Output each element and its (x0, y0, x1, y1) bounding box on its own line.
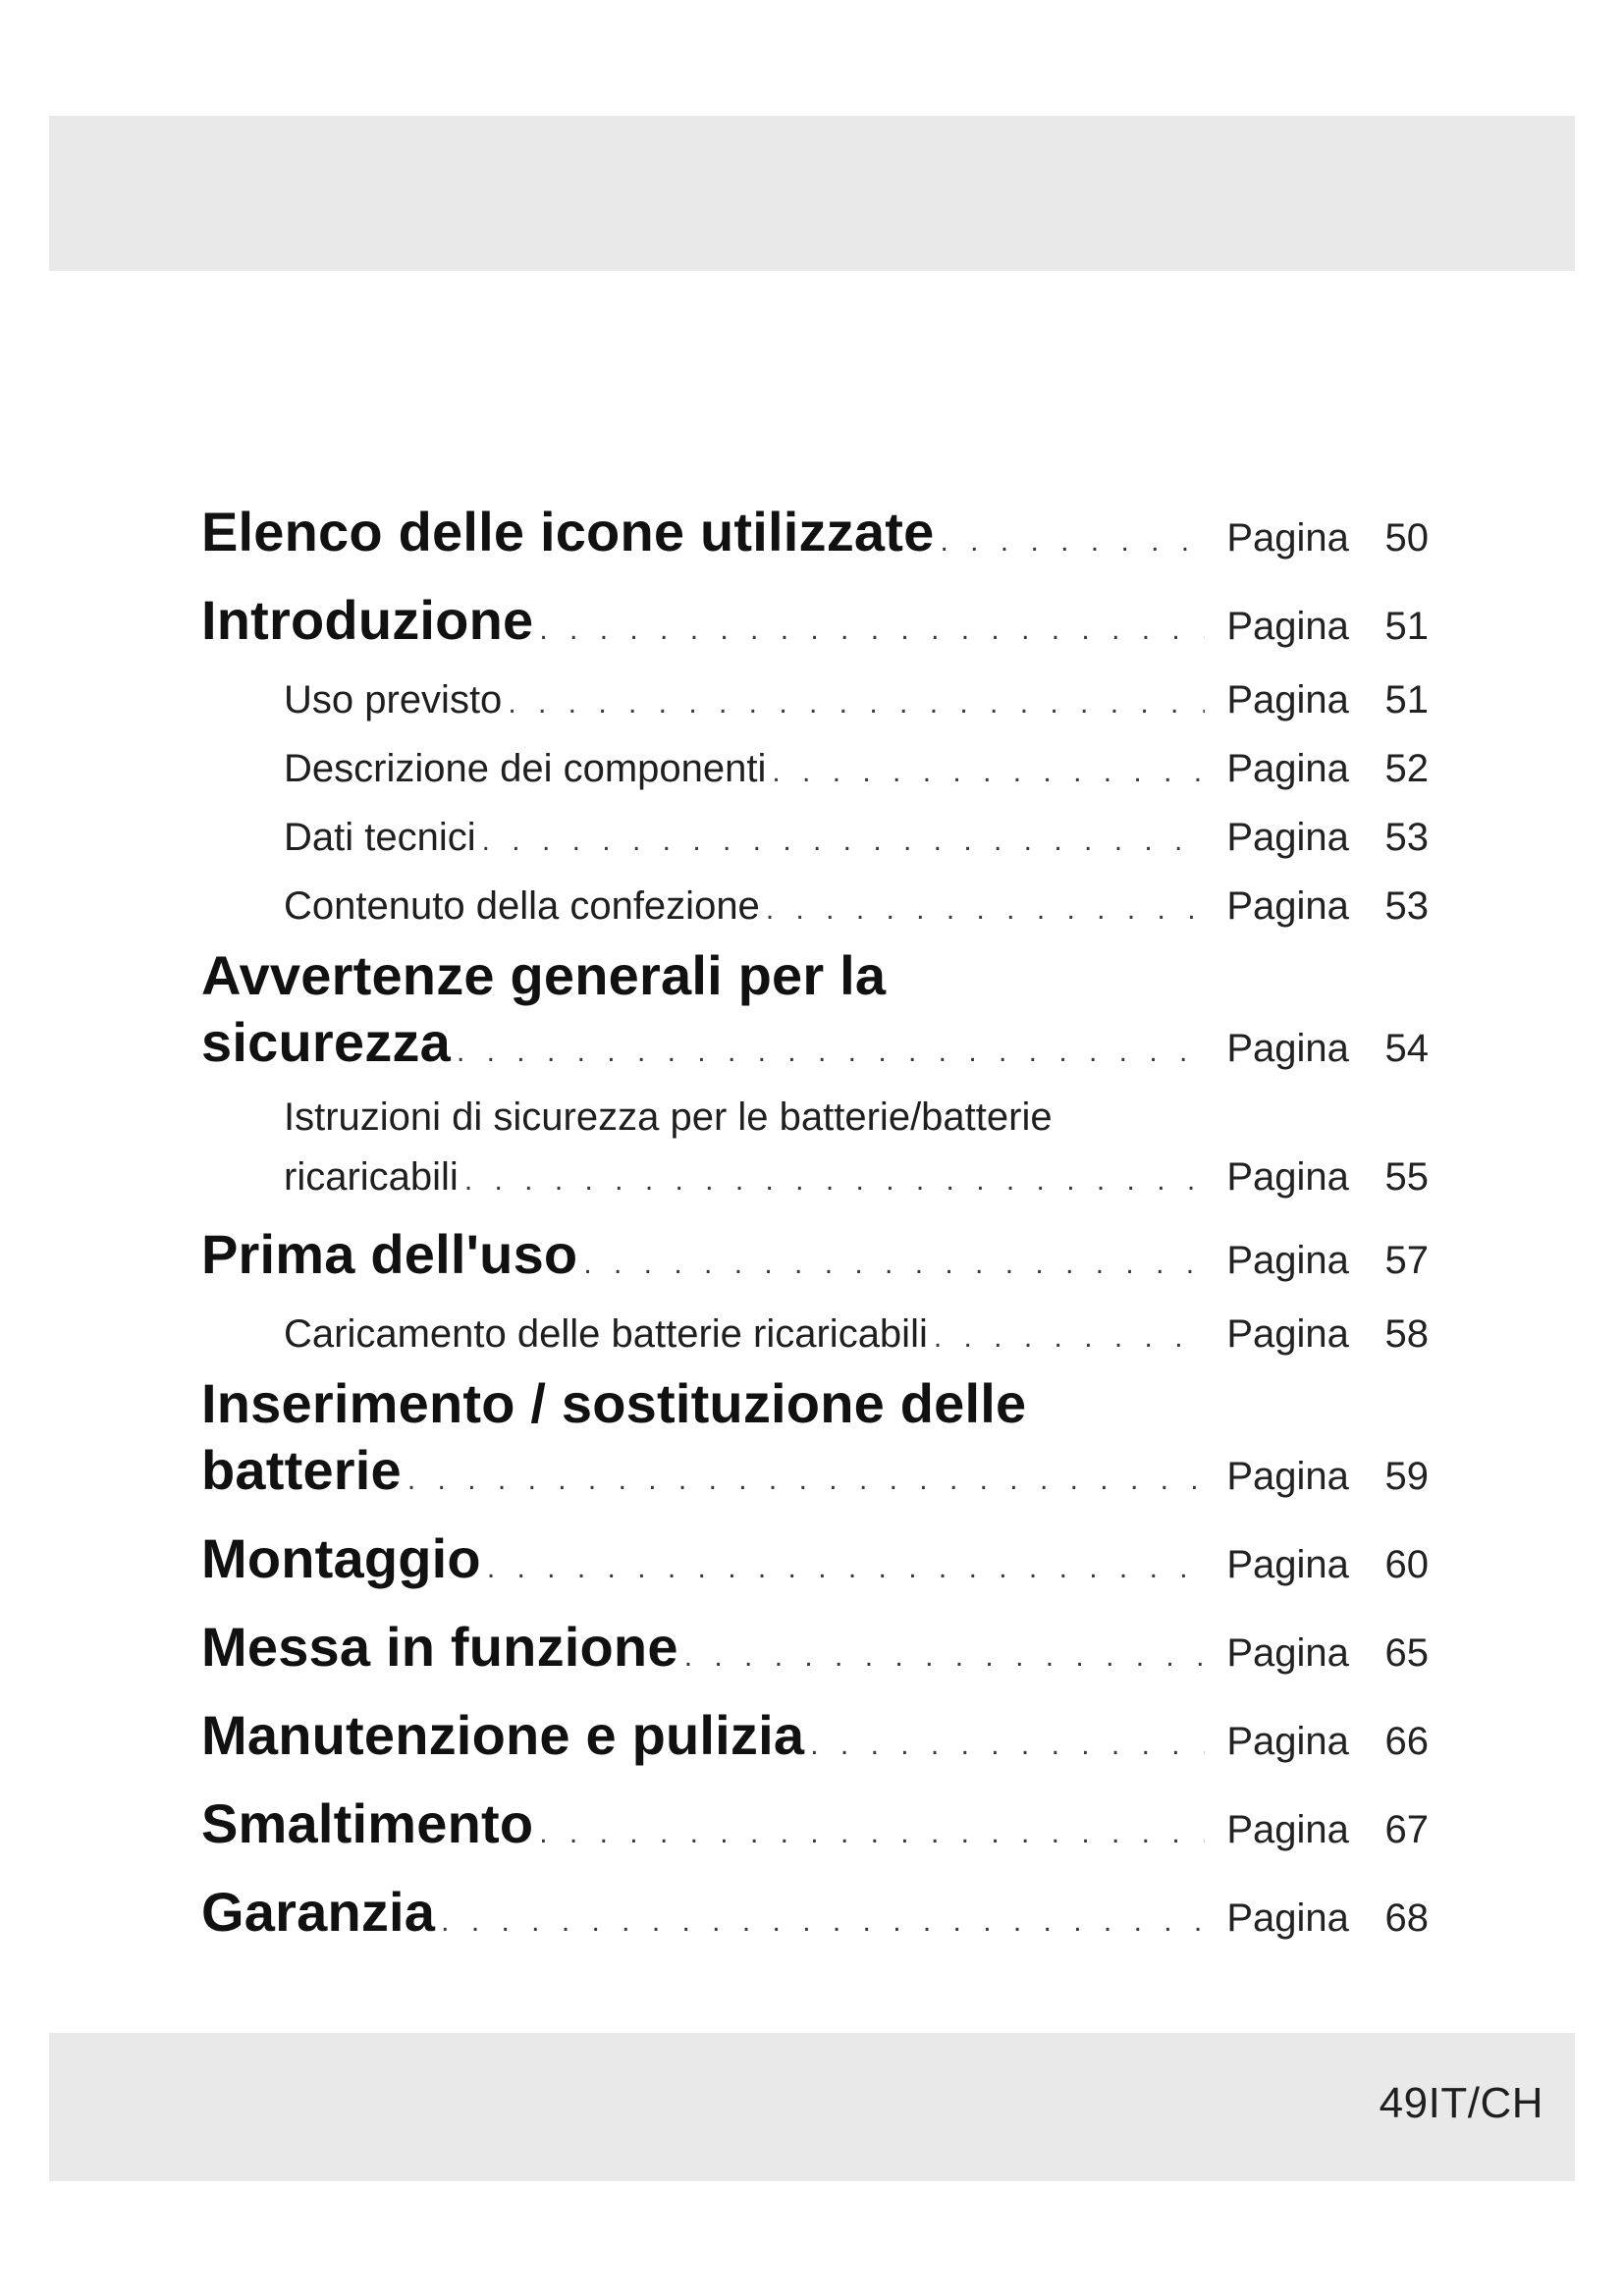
toc-entry-page (1215, 1704, 1429, 1779)
toc-leader-dots (583, 1227, 1205, 1302)
toc-entry-title: batterie (201, 1439, 402, 1501)
toc-entry[interactable] (201, 1698, 1429, 1783)
toc-leader-dots (539, 593, 1205, 667)
page-number: 67 (1384, 1808, 1429, 1851)
toc-entry-title-lead: Istruzioni di sicurezza per le batterie/batterie (284, 1095, 1053, 1139)
toc-entry-title: Prima dell'uso (201, 1223, 578, 1285)
toc-leader-dots (934, 1305, 1205, 1370)
footer-page-label: 49IT/CH (1379, 2079, 1543, 2127)
page-word: Pagina (1226, 1896, 1349, 1940)
toc-entry-page (1215, 1616, 1429, 1690)
toc-entry-page (1215, 501, 1429, 575)
page-number: 51 (1384, 605, 1429, 648)
toc-entry-title: Manutenzione e pulizia (201, 1704, 805, 1766)
toc-entry-title-lead: Avvertenze generali per la (201, 944, 887, 1006)
page-word: Pagina (1226, 1543, 1349, 1586)
page-number: 60 (1384, 1543, 1429, 1586)
toc-entry-page (1215, 1302, 1429, 1367)
toc-entry-page (1215, 1881, 1429, 1955)
page-number: 50 (1384, 516, 1429, 560)
toc-leader-dots (810, 1708, 1205, 1783)
toc-leader-dots (684, 1620, 1205, 1694)
toc-entry[interactable] (201, 1522, 1429, 1606)
page-word: Pagina (1226, 1027, 1349, 1070)
toc-leader-dots (457, 1015, 1205, 1090)
toc-entry-title: Messa in funzione (201, 1616, 678, 1678)
page-number: 55 (1384, 1155, 1429, 1199)
page-word: Pagina (1226, 1720, 1349, 1763)
page-number: 58 (1384, 1312, 1429, 1356)
toc-entry-title: Uso previsto (284, 678, 503, 721)
toc-leader-dots (539, 1796, 1205, 1871)
page-word: Pagina (1226, 1808, 1349, 1851)
toc-entry-page (1215, 589, 1429, 664)
toc-entry-title: Elenco delle icone utilizzate (201, 501, 935, 562)
toc-entry-page (1215, 1439, 1429, 1514)
toc-entry[interactable] (201, 805, 1429, 874)
toc-leader-dots (407, 1443, 1205, 1518)
page-word: Pagina (1226, 884, 1349, 928)
header-band (49, 116, 1575, 271)
toc-leader-dots (487, 1531, 1205, 1606)
page-word: Pagina (1226, 816, 1349, 859)
page-word: Pagina (1226, 516, 1349, 560)
page-number: 53 (1384, 816, 1429, 859)
toc-entry-page (1215, 874, 1429, 939)
page-word: Pagina (1226, 605, 1349, 648)
page-word: Pagina (1226, 1239, 1349, 1282)
toc-entry[interactable] (201, 495, 1429, 579)
page-number: 57 (1384, 1239, 1429, 1282)
toc-entry-page (1215, 805, 1429, 871)
toc-entry-page (1215, 736, 1429, 802)
page-word: Pagina (1226, 1155, 1349, 1199)
toc-leader-dots (766, 877, 1205, 942)
toc-entry[interactable] (201, 736, 1429, 805)
toc-entry-title: ricaricabili (284, 1155, 459, 1199)
toc-leader-dots (441, 1885, 1205, 1959)
toc-entry[interactable] (201, 1787, 1429, 1871)
page-word: Pagina (1226, 1455, 1349, 1498)
toc-entry-page (1215, 1527, 1429, 1602)
toc-entry[interactable] (201, 1090, 1429, 1213)
page-number: 65 (1384, 1631, 1429, 1675)
toc-entry-title: Introduzione (201, 589, 534, 651)
page-number: 59 (1384, 1455, 1429, 1498)
page-number: 54 (1384, 1027, 1429, 1070)
toc-entry[interactable] (201, 1610, 1429, 1694)
toc-entry-title: Dati tecnici (284, 816, 476, 859)
page-number: 52 (1384, 747, 1429, 790)
page-number: 68 (1384, 1896, 1429, 1940)
toc-leader-dots (772, 739, 1205, 805)
page-word: Pagina (1226, 747, 1349, 790)
toc-entry-title: Contenuto della confezione (284, 884, 760, 928)
toc-entry[interactable] (201, 1374, 1429, 1518)
toc-entry-title: sicurezza (201, 1011, 451, 1073)
footer-band (49, 2033, 1575, 2181)
toc-entry[interactable] (201, 1217, 1429, 1302)
toc-entry-title: Caricamento delle batterie ricaricabili (284, 1312, 928, 1356)
toc-entry-page (1215, 1011, 1429, 1086)
toc-entry-title: Montaggio (201, 1527, 481, 1589)
toc-leader-dots (508, 670, 1205, 736)
toc-entry[interactable] (201, 1302, 1429, 1370)
toc-entry[interactable] (201, 874, 1429, 942)
toc-entry-page (1215, 667, 1429, 733)
toc-leader-dots (464, 1148, 1205, 1213)
page-number: 53 (1384, 884, 1429, 928)
toc-leader-dots (482, 808, 1205, 874)
toc-entry-title: Descrizione dei componenti (284, 747, 767, 790)
page-word: Pagina (1226, 1631, 1349, 1675)
toc-entry[interactable] (201, 1875, 1429, 1959)
toc-entry-title: Smaltimento (201, 1792, 534, 1854)
page-word: Pagina (1226, 678, 1349, 721)
toc-entry-page (1215, 1223, 1429, 1298)
toc-entry[interactable] (201, 667, 1429, 736)
toc-entry-title: Garanzia (201, 1881, 436, 1943)
page-number: 66 (1384, 1720, 1429, 1763)
toc-entry[interactable] (201, 946, 1429, 1090)
toc-entry[interactable] (201, 583, 1429, 667)
table-of-contents (201, 491, 1429, 1959)
page-number: 51 (1384, 678, 1429, 721)
toc-entry-page (1215, 1792, 1429, 1867)
toc-entry-page (1215, 1145, 1429, 1210)
page-word: Pagina (1226, 1312, 1349, 1356)
toc-entry-title-lead: Inserimento / sostituzione delle (201, 1372, 1027, 1434)
toc-leader-dots (940, 505, 1205, 579)
